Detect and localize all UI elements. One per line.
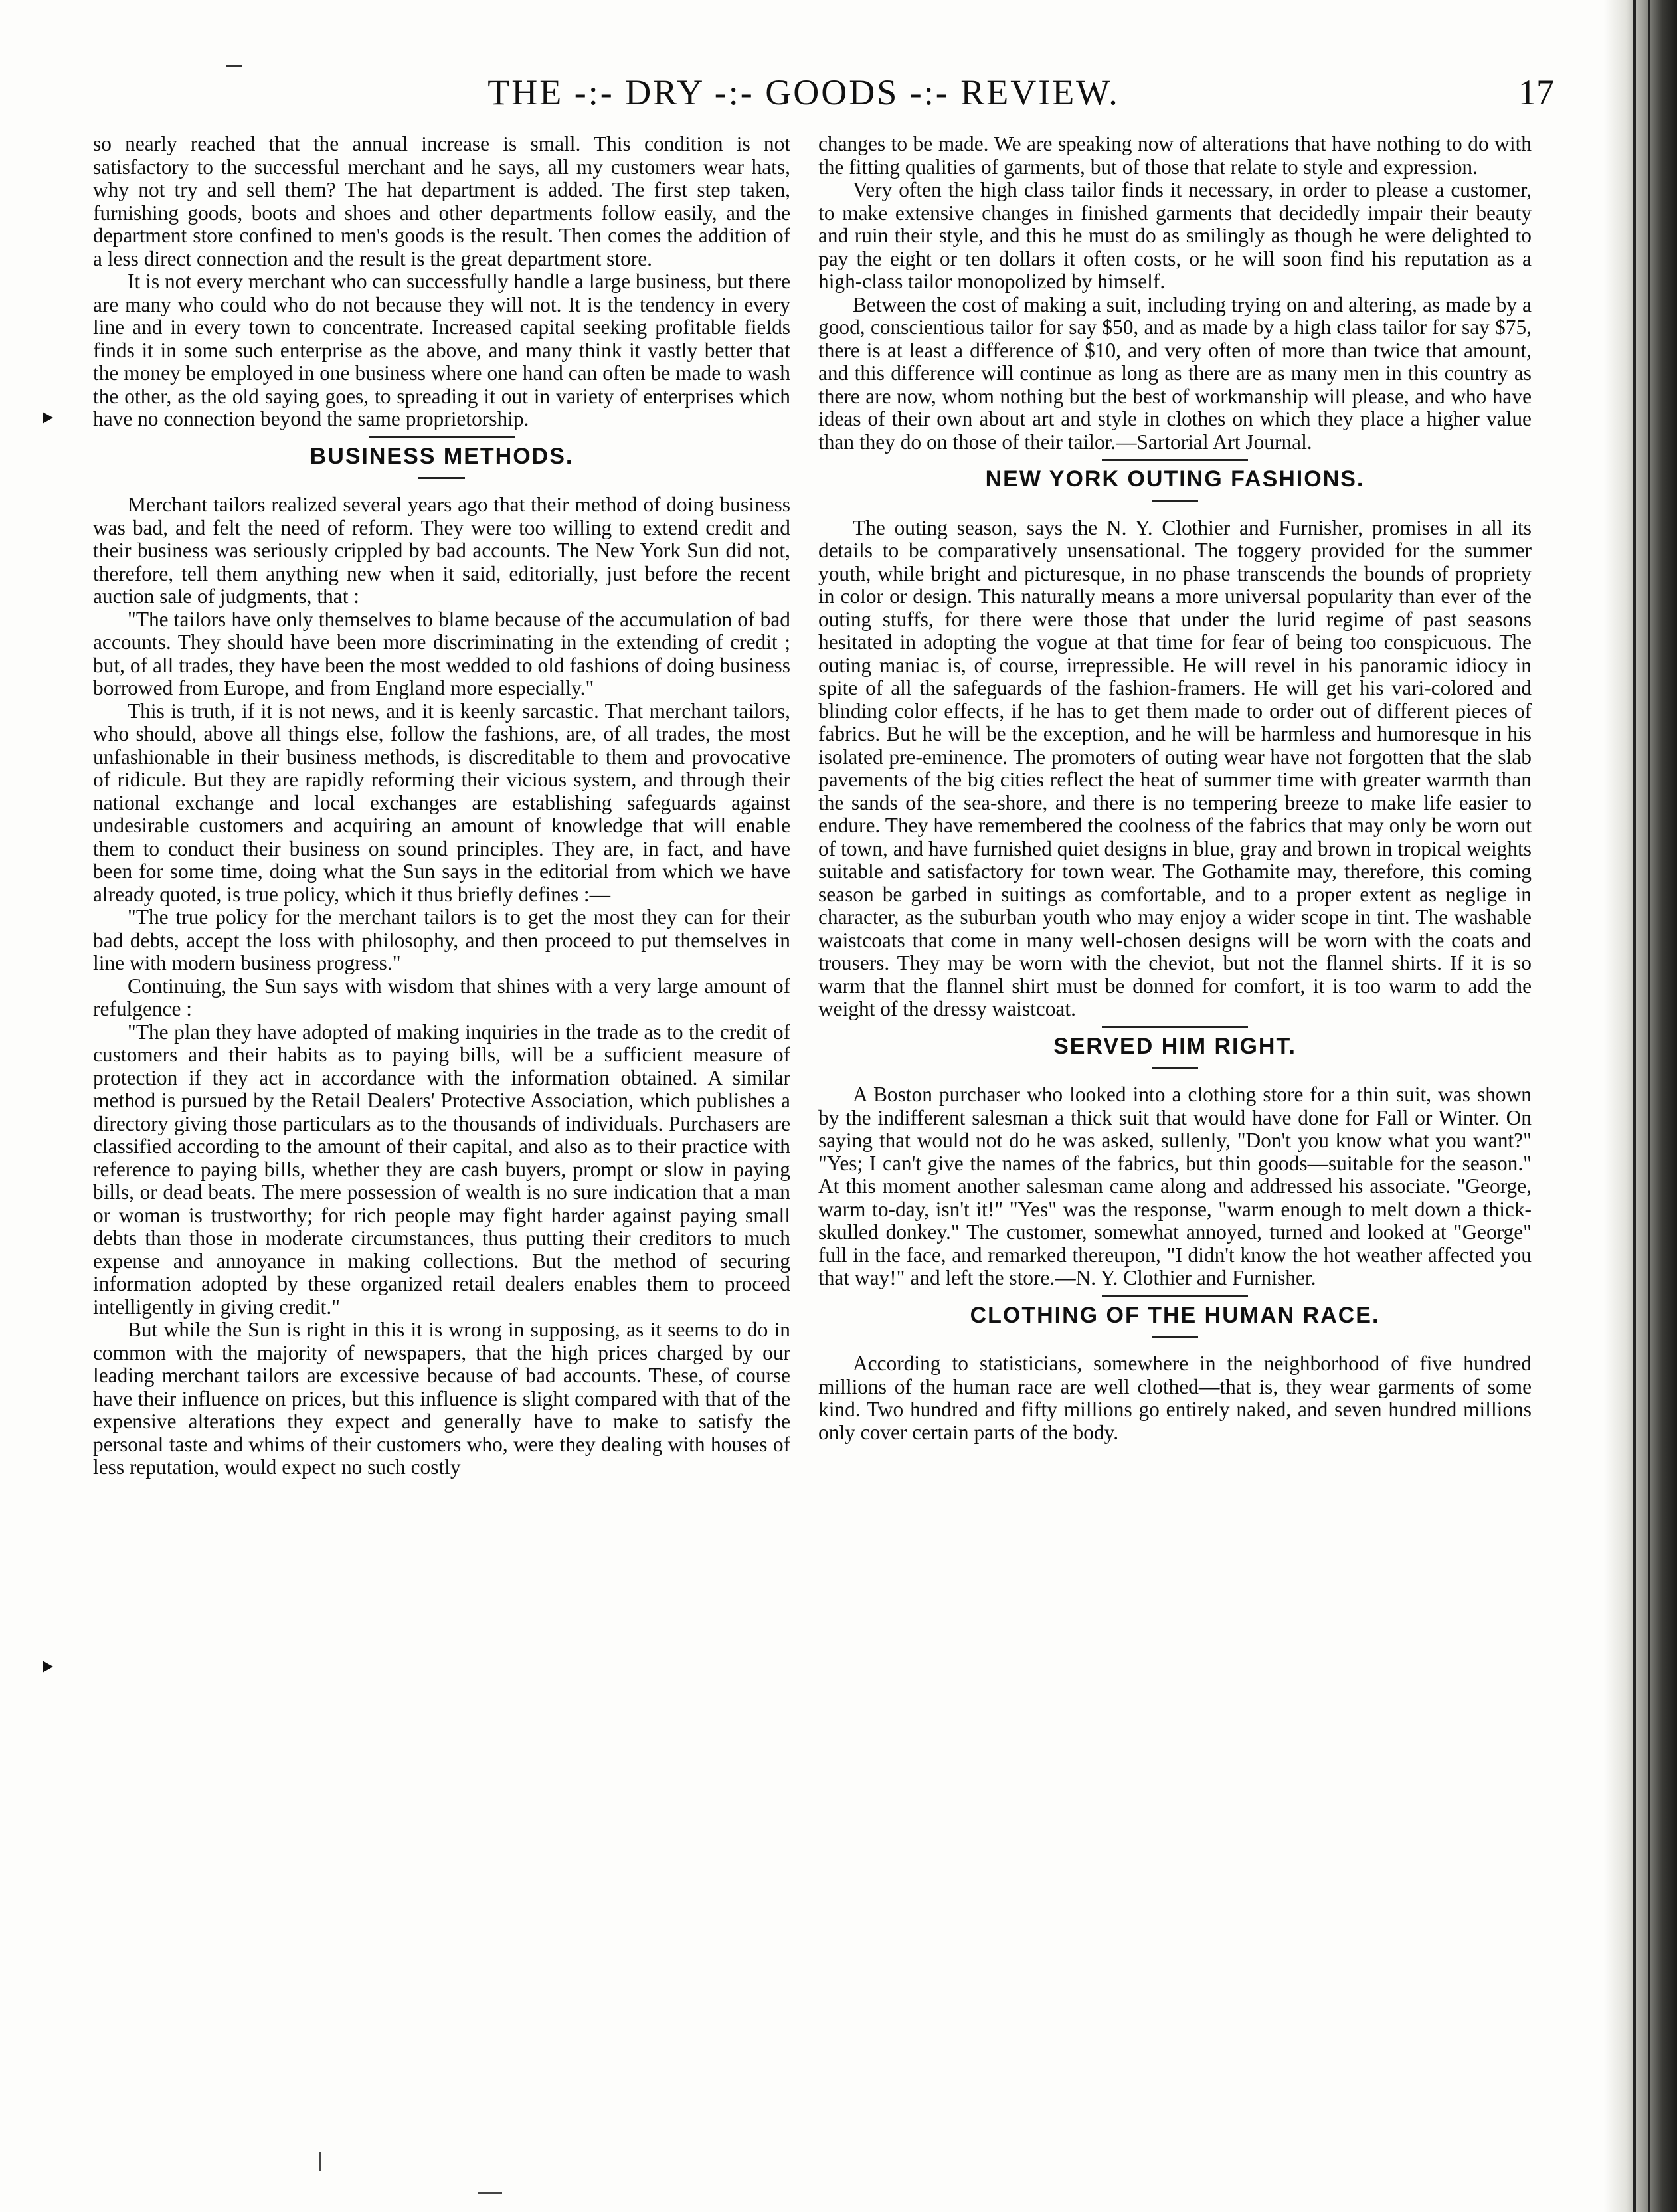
- paragraph: The outing season, says the N. Y. Clothier and Furnisher, promises in all its details to be comparatively unsensational. The toggery provided for the summer youth, while bright and picturesque, in no phase transcends the bounds of propriety in color or design. This naturally means a more universal popularity than ever of the outing stuffs, for there were those that under the lurid regime of past seasons hesitated in adopting the vogue at that time for fear of being too conspicuous. The outing maniac is, of course, irrepressible. He will revel in his panoramic idiocy in spite of all the safeguards of the fashion-framers. He will get his vari-colored and blinding color effects, if he has to get them made to order out of different pieces of fabrics. But he will be the exception, and he will be harmless and humoresque in his isolated pre-eminence. The promoters of outing wear have not forgotten that the slab pavements of the big cities reflect the heat of summer time with greater warmth than the sands of the sea-shore, and there is no tempering breeze to make life easier to endure. They have remembered the coolness of the fabrics that may only be worn out of town, and have furnished quiet designs in blue, gray and brown in tropical weights suitable and satisfactory for town wear. The Gothamite may, therefore, this coming season be garbed in suitings as comfortable, and to a proper extent as neglige in character, as the suburban youth who may enjoy a wider scope in tint. The washable waistcoats that come in many well-chosen designs will be worn with the coats and trousers. They may be worn with the cheviot, but not the flannel shirts. If it is so warm that the flannel shirt must be donned for comfort, it is too warm to add the weight of the dressy waistcoat.: [818, 515, 1532, 1020]
- scan-mark: [478, 2192, 502, 2194]
- scan-mark: [319, 2152, 321, 2171]
- page-header: [53, 72, 1554, 118]
- periodical-title: THE -:- DRY -:- GOODS -:- REVIEW.: [487, 72, 1120, 112]
- paragraph: According to statisticians, somewhere in the neighborhood of five hundred millions of the human race are well clothed—that is, they wear garments of some kind. Two hundred and fifty millions go entirely naked, and seven hundred millions only cover certain parts of the body.: [818, 1352, 1532, 1444]
- binding-line: [1648, 0, 1650, 2212]
- heading-underline: [418, 477, 465, 479]
- section-rule: [1102, 1295, 1248, 1297]
- section-heading-business-methods: BUSINESS METHODS.: [309, 443, 574, 469]
- section-heading-served-him-right: SERVED HIM RIGHT.: [1053, 1033, 1296, 1059]
- quoted-paragraph: "The true policy for the merchant tailors is to get the most they can for their bad debts, accept the loss with philosophy, and then proceed to put themselves in line with modern business progress.": [93, 905, 790, 974]
- section-rule: [369, 436, 515, 438]
- section-heading-outing-fashions: NEW YORK OUTING FASHIONS.: [985, 466, 1365, 492]
- paragraph: so nearly reached that the annual increase is small. This condition is not satisfactory to the successful merchant and he says, all my customers wear hats, why not try and sell them? The hat department is added. The first step taken, furnishing goods, boots and shoes and other departments follow easily, and the department store confined to men's goods is the result. Then comes the addition of a less direct connection and the result is the great department store.: [93, 132, 790, 270]
- paragraph: It is not every merchant who can successfully handle a large business, but there are many who could who do not because they will not. It is the tendency in every line and in every town to concentrate. Increased capital seeking profitable fields finds it in some such enterprise as the above, and many think it vastly better that the money be employed in one business where one hand can often be made to wash the other, as the old saying goes, to spreading it out in variety of enterprises which have no connection beyond the same proprietorship.: [93, 270, 790, 430]
- margin-arrow-icon: [43, 1661, 53, 1673]
- paragraph: This is truth, if it is not news, and it is keenly sarcastic. That merchant tailors, who should, above all things else, follow the fashions, are, of all trades, the most unfashionable in their business methods, is discreditable to them and provocative of ridicule. But they are rapidly reforming their vicious system, and through their national exchange and local exchanges are establishing safeguards against undesirable customers and acquiring an amount of knowledge that will enable them to conduct their business on sound principles. They are, in fact, and have been for some time, doing what the Sun says in the editorial from which we have already quoted, is true policy, which it thus briefly defines :—: [93, 699, 790, 906]
- quoted-paragraph: "The tailors have only themselves to blame because of the accumulation of bad accounts. They should have been more discriminating in the extending of credit ; but, of all trades, they have been the most wedded to old fashions of doing business borrowed from Europe, and from England more especially.": [93, 607, 790, 699]
- heading-underline: [1152, 500, 1198, 502]
- right-column: [818, 133, 1532, 1444]
- paragraph: changes to be made. We are speaking now of alterations that have nothing to do with the fitting qualities of garments, but of those that relate to style and expression.: [818, 132, 1532, 179]
- paragraph: Very often the high class tailor finds it necessary, in order to please a customer, to make extensive changes in finished garments that decidedly impair their beauty and ruin their style, and this he must do as smilingly as though he were delighted to pay the eight or ten dollars it often costs, or he will soon find his reputation as a high-class tailor monopolized by himself.: [818, 178, 1532, 293]
- heading-underline: [1152, 1067, 1198, 1069]
- section-rule: [1102, 459, 1248, 461]
- margin-arrow-icon: [43, 412, 53, 424]
- section-heading-clothing-human-race: CLOTHING OF THE HUMAN RACE.: [970, 1302, 1380, 1328]
- paragraph: A Boston purchaser who looked into a clothing store for a thin suit, was shown by the indifferent salesman a thick suit that would have done for Fall or Winter. On saying that would not do he was asked, sullenly, "Don't you know what you want?" "Yes; I can't give the names of the fabrics, but thin goods—suitable for the season." At this moment another salesman came along and addressed his associate. "George, warm to-day, isn't it!" "Yes" was the response, "warm enough to melt down a thick-skulled donkey." The customer, somewhat annoyed, turned and looked at "George" full in the face, and remarked thereupon, "I didn't know the hot weather affected you that way!" and left the store.—N. Y. Clothier and Furnisher.: [818, 1083, 1532, 1289]
- paragraph: But while the Sun is right in this it is wrong in supposing, as it seems to do in common with the majority of newspapers, that the high prices charged by our leading merchant tailors are excessive because of bad accounts. These, of course have their influence on prices, but this influence is slight compared with that of the expensive alterations they expect and generally have to make to satisfy the personal taste and whims of their customers who, were they dealing with houses of less reputation, would expect no such costly: [93, 1318, 790, 1479]
- paragraph: Merchant tailors realized several years ago that their method of doing business was bad, and felt the need of reform. They were too willing to extend credit and their business was seriously crippled by bad accounts. The New York Sun did not, therefore, tell them anything new when it said, editorially, just before the recent auction sale of judgments, that :: [93, 493, 790, 608]
- header-mark: [226, 65, 242, 67]
- section-rule: [1102, 1026, 1248, 1028]
- left-column: [93, 133, 790, 1479]
- page-number: 17: [1518, 72, 1554, 112]
- paragraph: Between the cost of making a suit, including trying on and altering, as made by a good, conscientious tailor for say $50, and as made by a high class tailor for say $75, there is at least a difference of $10, and very often of more than twice that amount, and this difference will continue as long as there are as many men in this country as there are now, whom nothing but the best of workmanship will please, and who have ideas of their own about art and style in clothes on which they place a higher value than they do on those of their tailor.—Sartorial Art Journal.: [818, 292, 1532, 454]
- heading-underline: [1152, 1336, 1198, 1338]
- paragraph: Continuing, the Sun says with wisdom that shines with a very large amount of refulgence :: [93, 974, 790, 1020]
- quoted-paragraph: "The plan they have adopted of making inquiries in the trade as to the credit of customers and their habits as to paying bills, will be a sufficient measure of protection if they act in accordance with the information obtained. A similar method is pursued by the Retail Dealers' Protective Association, which publishes a directory giving those particulars as to the thousands of individuals. Purchasers are classified according to the amount of their capital, and also as to their practice with reference to paying bills, whether they are cash buyers, prompt or slow in paying bills, or dead beats. The mere possession of wealth is no sure indication that a man or woman is trustworthy; for rich people may fight harder against paying small debts than those in moderate circumstances, thus putting their creditors to much expense and annoyance in making collections. But the method of securing information adopted by these organized retail dealers enables them to proceed intelligently in giving credit.": [93, 1020, 790, 1319]
- binding-edge: [1604, 0, 1677, 2212]
- binding-line: [1633, 0, 1636, 2212]
